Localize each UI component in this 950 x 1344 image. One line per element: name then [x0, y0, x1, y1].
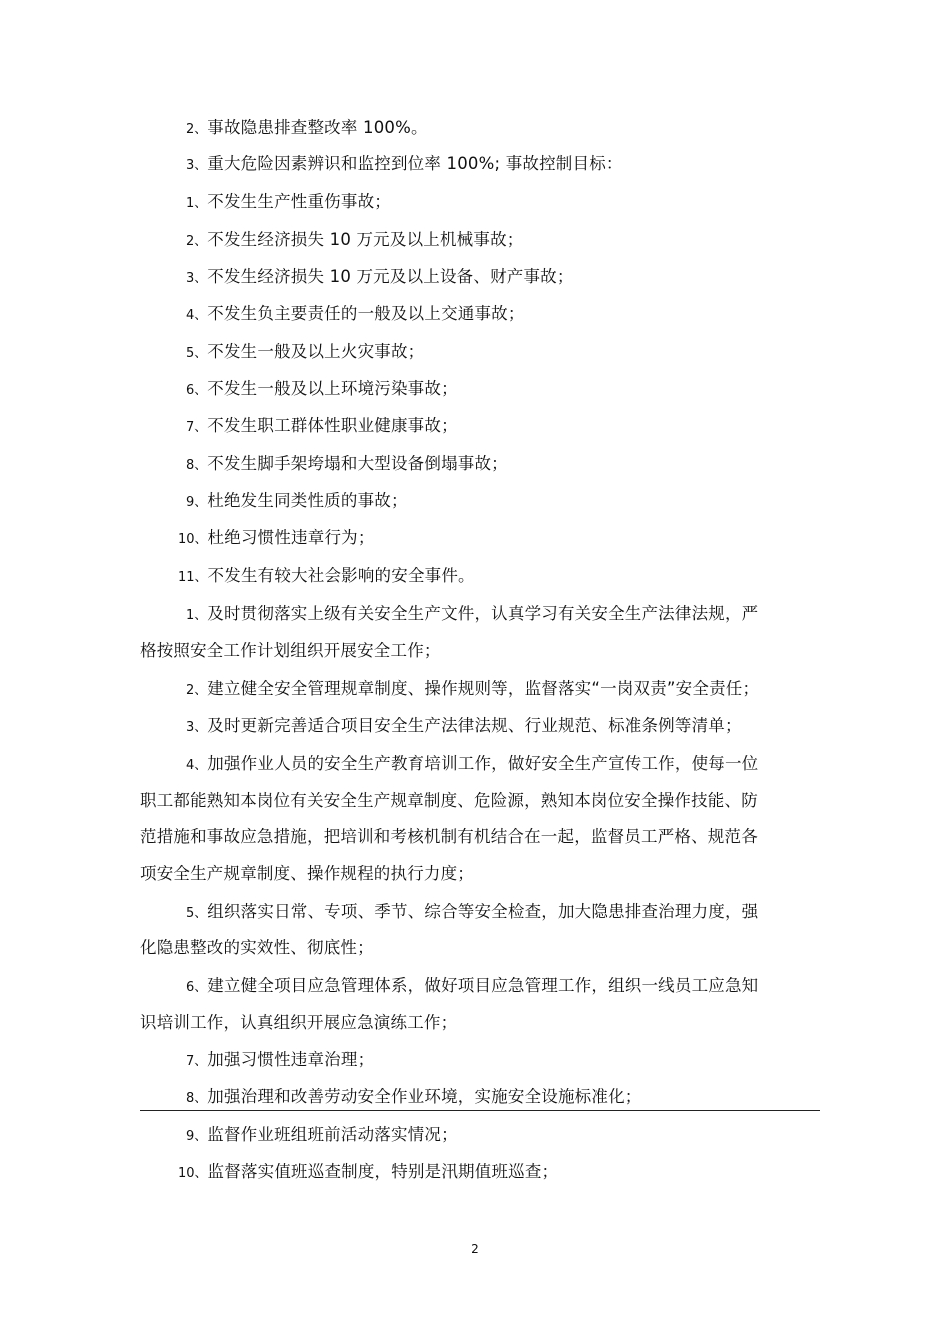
text-line: 9、杜绝发生同类性质的事故； [186, 491, 408, 510]
text-line: 项安全生产规章制度、操作规程的执行力度； [140, 864, 474, 883]
text-line: 7、不发生职工群体性职业健康事故； [186, 416, 458, 435]
text-line: 识培训工作，认真组织开展应急演练工作； [140, 1013, 458, 1032]
text-line: 8、加强治理和改善劳动安全作业环境，实施安全设施标准化； [186, 1087, 642, 1106]
text-line: 职工都能熟知本岗位有关安全生产规章制度、危险源，熟知本岗位安全操作技能、防 [140, 791, 758, 810]
text-line: 3、不发生经济损失 10 万元及以上设备、财产事故； [186, 267, 574, 286]
text-line: 1、及时贯彻落实上级有关安全生产文件，认真学习有关安全生产法律法规，严 [186, 604, 759, 623]
text-line: 8、不发生脚手架垮塌和大型设备倒塌事故； [186, 454, 508, 473]
text-line: 5、不发生一般及以上火灾事故； [186, 342, 425, 361]
text-line: 6、不发生一般及以上环境污染事故； [186, 379, 458, 398]
text-line: 3、重大危险因素辨识和监控到位率 100%; 事故控制目标： [186, 154, 623, 173]
text-line: 4、不发生负主要责任的一般及以上交通事故； [186, 304, 525, 323]
text-line: 3、及时更新完善适合项目安全生产法律法规、行业规范、标准条例等清单； [186, 716, 742, 735]
text-line: 化隐患整改的实效性、彻底性； [140, 938, 374, 957]
text-line: 11、不发生有较大社会影响的安全事件。 [178, 566, 475, 585]
text-line: 2、建立健全安全管理规章制度、操作规则等，监督落实“一岗双责”安全责任； [186, 679, 760, 698]
text-line: 9、监督作业班组班前活动落实情况； [186, 1125, 458, 1144]
text-line: 4、加强作业人员的安全生产教育培训工作，做好安全生产宣传工作，使每一位 [186, 754, 759, 773]
text-line: 10、杜绝习惯性违章行为； [178, 528, 375, 547]
horizontal-rule [140, 1110, 820, 1111]
text-line: 范措施和事故应急措施，把培训和考核机制有机结合在一起，监督员工严格、规范各 [140, 827, 758, 846]
text-line: 格按照安全工作计划组织开展安全工作； [140, 641, 441, 660]
text-line: 7、加强习惯性违章治理； [186, 1050, 375, 1069]
text-line: 2、事故隐患排查整改率 100%。 [186, 118, 428, 137]
text-line: 1、不发生生产性重伤事故； [186, 192, 391, 211]
text-line: 2、不发生经济损失 10 万元及以上机械事故； [186, 230, 524, 249]
text-line: 6、建立健全项目应急管理体系，做好项目应急管理工作，组织一线员工应急知 [186, 976, 759, 995]
text-line: 10、监督落实值班巡查制度，特别是汛期值班巡查； [178, 1162, 559, 1181]
page-number: 2 [471, 1242, 479, 1256]
text-line: 5、组织落实日常、专项、季节、综合等安全检查，加大隐患排查治理力度，强 [186, 902, 759, 921]
